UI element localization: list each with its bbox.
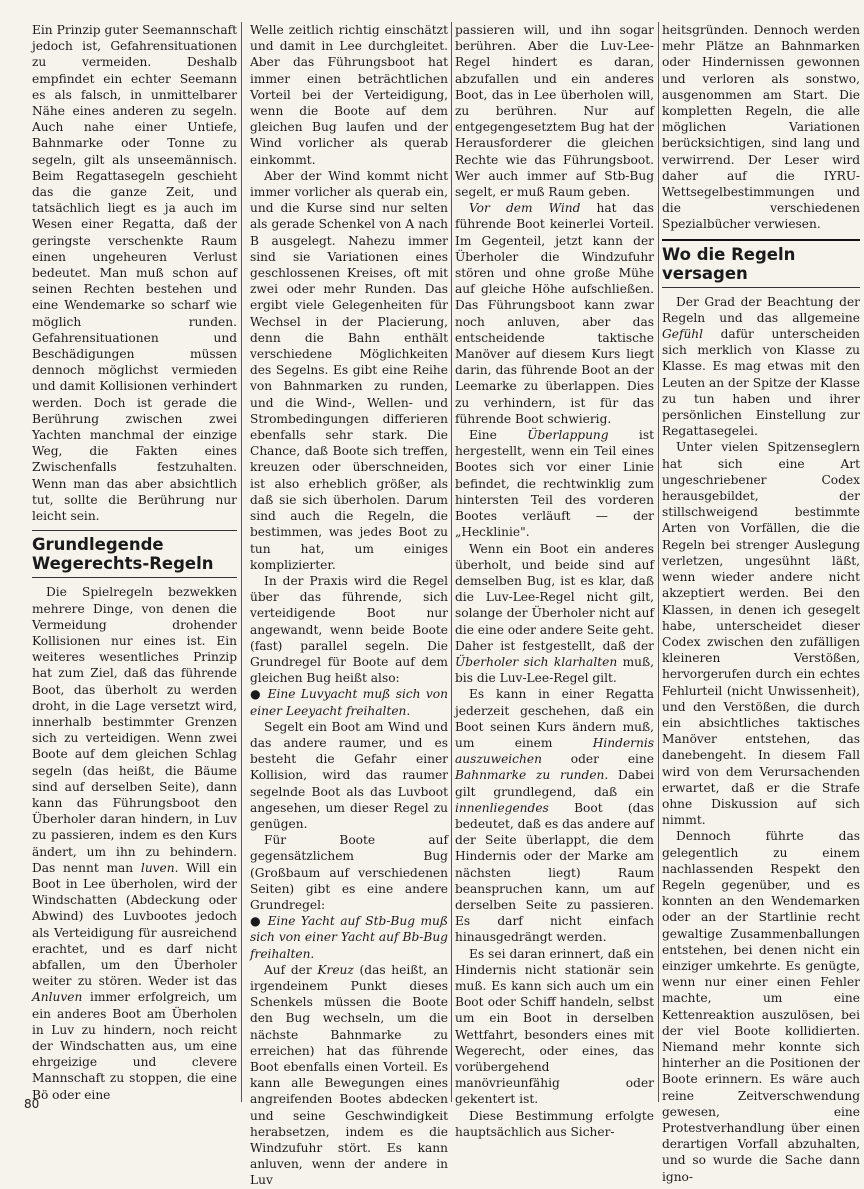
paragraph: Es sei daran erinnert, daß ein Hindernis nicht stationär sein muß. Es kann sich auch um ein Boot oder Schiff handeln, selbst um ein Boot in derselben Wettfahrt, besonders eines mit Wegerecht, oder eines, das vorübergehend manövrieunfähig oder gekentert ist. bbox=[455, 946, 654, 1107]
column-3 bbox=[455, 22, 655, 1139]
text-run: Eine bbox=[469, 428, 528, 443]
text-run: . Will ein Boot in Lee überholen, wird der Windschatten (Abdeckung oder Abwind) des Luvbootes jedoch als Verteidigung für ausreichend erachtet, und es darf nicht abfallen, um den Überholer weiter zu stören. Weder ist das bbox=[32, 860, 237, 989]
section-heading: Grundlegende Wegerechts-Regeln bbox=[32, 535, 214, 574]
rule-bullet bbox=[250, 913, 448, 962]
emphasis: Kreuz bbox=[317, 962, 354, 977]
emphasis: Überholer sich klarhalten bbox=[455, 654, 618, 669]
text-run: muß, bis die Luv-Lee-Regel gilt. bbox=[455, 654, 654, 686]
emphasis: Gefühl bbox=[662, 327, 704, 342]
text-run: (das heißt, an irgendeinem Punkt dieses Schenkels müssen die Boote den Bug wechseln, um die nächste Bahnmarke zu erreichen) hat das führende Boot ebenfalls einen Vorteil. Es kann alle Bewegungen eines angreifenden Bootes abdecken und seine Geschwindigkeit herabsetzen, indem es die Windzufuhr stört. Es kann anluven, wenn der andere in Luv bbox=[250, 962, 448, 1188]
page-number: 80 bbox=[24, 1097, 40, 1111]
emphasis: innenliegendes bbox=[455, 800, 549, 815]
paragraph: Diese Bestimmung erfolgte hauptsächlich aus Sicher- bbox=[455, 1108, 654, 1139]
text-run: immer erfolgreich, um ein anderes Boot am Überholen in Luv zu hindern, noch reicht der Windschatten aus, um eine ehrgeizige und clevere Mannschaft zu stoppen, die eine Bö oder eine bbox=[32, 990, 237, 1102]
text-run: Wenn ein Boot ein anderes überholt, und beide sind auf demselben Bug, ist es klar, daß die Luv-Lee-Regel nicht gilt, solange der Überholer nicht auf die eine oder andere Seite geht. Daher ist festgestellt, daß der bbox=[455, 541, 655, 653]
paragraph: Dennoch führte das gelegentlich zu einem nachlassenden Respekt den Regeln gegenüber, und es konnten an den Wendemarken oder an der Startlinie recht gewaltige Zusammenballungen entstehen, bei denen nicht ein einziger umkehrte. Es genügte, wenn nur einer einen Fehler machte, um eine Kettenreaktion auszulösen, bei der viel Boote kollidierten. Niemand mehr konnte sich hinterher an die Positionen der Boote erinnern. Es wäre auch reine Zeitverschwendung gewesen, eine Protestverhandlung über einen derartigen Vorfall abzuhalten, und so wurde die Sache dann igno- bbox=[662, 829, 860, 1184]
emphasis: Überlappung bbox=[527, 428, 609, 443]
column-rule bbox=[241, 22, 242, 1102]
rule-text: Eine Luvyacht muß sich von einer Leeyacht freihalten. bbox=[250, 687, 448, 718]
column-rule bbox=[658, 22, 659, 1102]
paragraph bbox=[455, 686, 654, 945]
emphasis: Anluven bbox=[32, 990, 83, 1005]
emphasis: Hindernis auszuweichen bbox=[455, 735, 654, 767]
bullet-icon: ● bbox=[250, 914, 263, 929]
column-1 bbox=[32, 22, 237, 1110]
column-4 bbox=[662, 22, 860, 1184]
text-run: Der Grad der Beachtung der Regeln und das allgemeine bbox=[662, 294, 860, 325]
heading-underline bbox=[32, 577, 237, 578]
paragraph: Welle zeitlich richtig einschätzt und damit in Lee durchgleitet. Aber das Führungsboot hat immer einen beträchtlichen Vorteil bei der Verteidigung, wenn die Boote auf dem gleichen Bug laufen und der Wind vorlicher als querab einkommt. bbox=[250, 23, 448, 167]
emphasis: Bahnmarke zu runden bbox=[455, 768, 605, 783]
paragraph: Aber der Wind kommt nicht immer vorlicher als querab ein, und die Kurse sind nur selten als gerade Schenkel von A nach B ausgelegt. Nahezu immer sind sie Variationen eines geschlossenen Kreises, oft mit zwei oder mehr Runden. Das ergibt viele Gelegenheiten für Wechsel in der Placierung, denn die Bahn enthält verschiedene Möglichkeiten des Segelns. Es gibt eine Reihe von Bahnmarken zu runden, und die Wind-, Wellen- und Strombedingungen differieren ebenfalls sehr stark. Die Chance, daß Boote sich treffen, kreuzen oder überschneiden, ist also erheblich größer, als daß sie sich überholen. Darum sind auch die Regeln, die bestimmen, was jedes Boot zu tun hat, um einiges komplizierter. bbox=[250, 168, 448, 572]
rule-bullet bbox=[250, 686, 448, 718]
emphasis: Vor dem Wind bbox=[469, 201, 581, 216]
text-run: Es kann in einer Regatta jederzeit geschehen, daß ein Boot seinen Kurs ändern muß, um einem bbox=[455, 687, 654, 750]
paragraph bbox=[32, 584, 237, 1103]
paragraph: Unter vielen Spitzenseglern hat sich eine Art ungeschriebener Codex herausgebildet, der stillschweigend bestimmte Arten von Vorfällen, die die Regeln bei strenger Auslegung verletzen, ungesühnt läßt, wenn wieder andere nicht akzeptiert werden. Bei den Klassen, in denen ich gesegelt habe, unterscheidet dieser Codex zwischen den zufälligen kleineren Verstößen, hervorgerufen durch ein echtes Fehlurteil (nicht Unwissenheit), und den Verstößen, die durch ein absichtliches taktisches Manöver entstehen, das danebengeht. In diesem Fall wird von dem Verursachenden erwartet, daß er die Strafe ohne Diskussion auf sich nimmt. bbox=[662, 440, 860, 828]
paragraph bbox=[250, 962, 448, 1189]
text-run: Boot (das bedeutet, daß es das andere auf der Seite überlappt, die dem Hindernis oder der Marke am nächsten liegt) Raum beanspruchen kann, um auf derselben Seite zu passieren. Es darf nicht einfach hinausgedrängt werden. bbox=[455, 800, 654, 945]
text-run: Die Spielregeln bezwekken mehrere Dinge, von denen die Vermeidung drohender Kollisionen nur eines ist. Ein weiteres wesentliches Prinzip hat zum Ziel, daß das führende Boot, das überholt zu werden droht, in die Lage versetzt wird, innerhalb bestimmter Grenzen sich zu verteidigen. Wenn zwei Boote auf dem gleichen Schlag segeln (das heißt, die Bäume sind auf derselben Seite), dann kann das Führungsboot den Überholer daran hindern, in Luv zu passieren, indem es den Kurs ändert, um ihn zu behindern. Das nennt man bbox=[32, 585, 237, 875]
paragraph bbox=[455, 200, 654, 427]
section-divider bbox=[662, 239, 860, 241]
text-run: Auf der bbox=[264, 962, 318, 977]
text-run: hat das führende Boot keinerlei Vorteil. Im Gegenteil, jetzt kann der Überholer die Windzufuhr stören und ohne große Mühe auf gleiche Höhe aufschließen. Das Führungsboot kann zwar noch anluven, aber das entscheidende taktische Manöver auf diesem Kurs liegt darin, das führende Boot an der Leemarke zu überlappen. Dies zu verhindern, ist für das führende Boot schwierig. bbox=[455, 201, 654, 426]
paragraph bbox=[455, 541, 654, 687]
paragraph: Für Boote auf gegensätzlichem Bug (Großbaum auf verschiedenen Seiten) gibt es eine andere Grundregel: bbox=[250, 833, 448, 912]
column-2 bbox=[250, 22, 449, 1188]
bullet-icon: ● bbox=[250, 687, 263, 702]
paragraph bbox=[662, 294, 860, 440]
text-run: dafür unterscheiden sich merklich von Klasse zu Klasse. Es mag etwas mit den Leuten an der Spitze der Klasse zu tun haben und ihrer persönlichen Einstellung zur Regattasegelei. bbox=[662, 327, 860, 439]
paragraph: Segelt ein Boot am Wind und das andere raumer, und es besteht die Gefahr einer Kollision, wird das raumer segelnde Boot als das Luvboot angesehen, um dieser Regel zu genügen. bbox=[250, 719, 448, 831]
text-run: . Dabei gilt grundlegend, daß ein bbox=[455, 768, 654, 799]
text-run: oder eine bbox=[541, 752, 654, 767]
paragraph: In der Praxis wird die Regel über das führende, sich verteidigende Boot nur angewandt, wenn beide Boote (fast) parallel segeln. Die Grundregel für Boote auf dem gleichen Bug heißt also: bbox=[250, 573, 448, 686]
rule-text: Eine Yacht auf Stb-Bug muß sich von einer Yacht auf Bb-Bug freihalten. bbox=[250, 914, 449, 961]
column-rule bbox=[451, 22, 452, 1102]
section-divider bbox=[32, 530, 237, 531]
section-heading: Wo die Regeln versagen bbox=[662, 244, 796, 283]
emphasis: luven bbox=[140, 860, 175, 875]
paragraph: Ein Prinzip guter Seemannschaft jedoch ist, Gefahrensituationen zu vermeiden. Deshalb empfindet ein echter Seemann es als falsch, in unmittelbarer Nähe eines anderen zu segeln. Auch nahe einer Untiefe, Bahnmarke oder Tonne zu segeln, gilt als unseemännisch. Beim Regattasegeln geschieht das die ganze Zeit, und tatsächlich liegt es ja auch im Wesen einer Regatta, daß der geringste verschenkte Raum einen ungeheuren Verlust bedeutet. Man muß schon auf seinen Rechten bestehen und eine Wendemarke so scharf wie möglich runden. Gefahrensituationen und Beschädigungen müssen dennoch möglichst vermieden und damit Kollisionen verhindert werden. Doch ist gerade die Berührung zwischen zwei Yachten manchmal der einzige Weg, die Fakten eines Zwischenfalls festzuhalten. Wenn man das aber absichtlich tut, sollte die Berührung nur leicht sein. bbox=[32, 23, 237, 524]
paragraph: heitsgründen. Dennoch werden mehr Plätze an Bahnmarken oder Hindernissen gewonnen und verloren als sonstwo, ausgenommen am Start. Die kompletten Regeln, die alle möglichen Variationen berücksichtigen, sind lang und verwirrend. Der Leser wird daher auf die IYRU-Wettsegelbestimmungen und die verschiedenen Spezialbücher verwiesen. bbox=[662, 23, 860, 232]
paragraph bbox=[455, 427, 654, 540]
paragraph: passieren will, und ihn sogar berühren. Aber die Luv-Lee-Regel hindert es daran, abzufallen und ein anderes Boot, das in Lee überholen will, zu berühren. Nur auf entgegengesetztem Bug hat der Herausforderer die gleichen Rechte wie das Führungsboot. Wer auch immer auf Stb-Bug segelt, er muß Raum geben. bbox=[455, 23, 654, 200]
text-run: ist hergestellt, wenn ein Teil eines Bootes sich vor einer Linie befindet, die rechtwinklig zum hintersten Teil des vorderen Bootes verläuft — der „Hecklinie". bbox=[455, 428, 654, 540]
heading-underline bbox=[662, 287, 860, 288]
